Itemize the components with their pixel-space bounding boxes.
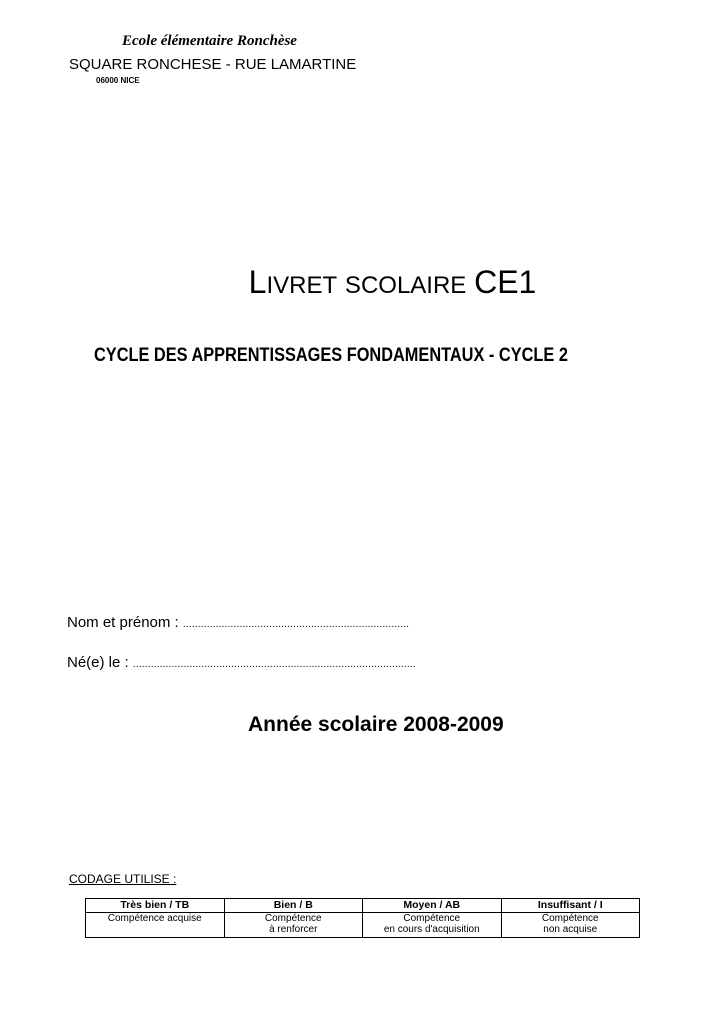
title-s-initial: S (344, 272, 361, 299)
birth-dots: ............................................................................................... (132, 659, 416, 670)
name-label: Nom et prénom : (67, 614, 179, 631)
school-name: Ecole élémentaire Ronchèse (122, 33, 297, 49)
birth-field (67, 654, 416, 671)
title-livret-rest: IVRET (266, 272, 338, 299)
title-scolaire-rest: COLAIRE (360, 272, 467, 299)
coding-cell-tb: Compétence acquise (86, 913, 225, 938)
coding-header-i: Insuffisant / I (501, 899, 640, 913)
coding-header-row (86, 899, 640, 913)
coding-desc-row (86, 913, 640, 938)
title-l-initial: L (248, 264, 267, 300)
coding-header-ab: Moyen / AB (363, 899, 502, 913)
coding-cell-i: Compétence non acquise (501, 913, 640, 938)
coding-header-b: Bien / B (224, 899, 363, 913)
page-title (0, 264, 725, 301)
coding-table (85, 898, 640, 938)
birth-label: Né(e) le : (67, 654, 129, 671)
name-field (67, 614, 409, 631)
coding-header-tb: Très bien / TB (86, 899, 225, 913)
title-level: CE1 (474, 264, 537, 300)
name-dots: ............................................................................ (182, 619, 410, 630)
coding-cell-ab: Compétence en cours d'acquisition (363, 913, 502, 938)
school-year: Année scolaire 2008-2009 (248, 713, 504, 736)
coding-label: CODAGE UTILISE : (69, 872, 177, 886)
school-city: 06000 NICE (96, 76, 140, 85)
school-address: SQUARE RONCHESE - RUE LAMARTINE (69, 56, 357, 73)
page-subtitle: CYCLE DES APPRENTISSAGES FONDAMENTAUX - CYCLE 2 (94, 345, 568, 366)
coding-cell-b: Compétence à renforcer (224, 913, 363, 938)
